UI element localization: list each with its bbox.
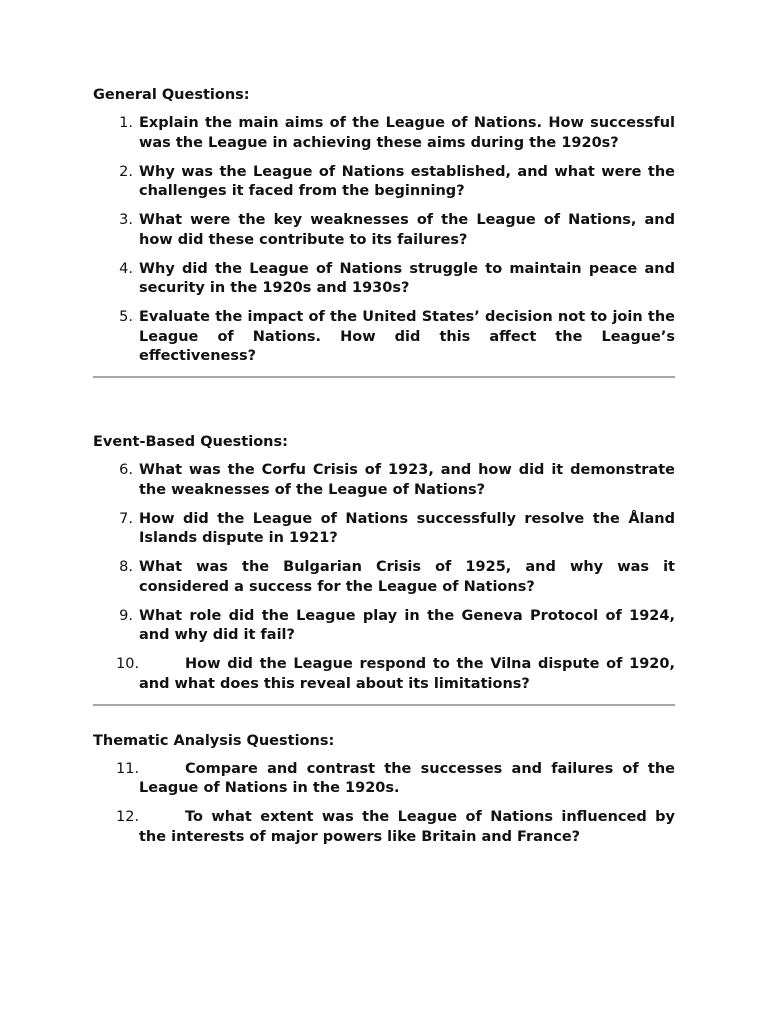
section-heading: General Questions:	[93, 87, 250, 103]
question-number: 4.	[119, 260, 133, 277]
question-item	[93, 461, 675, 500]
question-number: 8.	[119, 559, 133, 575]
question-item	[93, 655, 675, 694]
section-divider	[93, 704, 675, 706]
section-event-based	[93, 433, 675, 694]
question-item	[93, 114, 675, 153]
section-divider	[93, 376, 675, 378]
question-list	[93, 461, 675, 694]
section-thematic	[93, 732, 675, 848]
question-text: How did the League of Nations successfully resolve the Åland Islands dispute in 1921?	[139, 510, 675, 546]
question-item	[93, 211, 675, 250]
section-general	[93, 86, 675, 367]
section-heading: Thematic Analysis Questions:	[93, 732, 335, 749]
question-number: 12.	[116, 809, 140, 825]
question-number: 1.	[119, 115, 133, 131]
question-item	[93, 760, 675, 799]
question-item	[93, 163, 675, 202]
question-item	[93, 260, 675, 299]
question-number: 2.	[119, 163, 133, 180]
question-text: What was the Bulgarian Crisis of 1925, and why was it considered a success for the League of Nations?	[139, 559, 675, 595]
question-item	[93, 607, 675, 646]
question-text: Explain the main aims of the League of Nations. How successful was the League in achieving these aims during the 1920s?	[139, 115, 675, 151]
question-number: 9.	[119, 607, 133, 624]
question-list	[93, 114, 675, 367]
question-text: How did the League respond to the Vilna dispute of 1920, and what does this reveal about its limitations?	[139, 656, 675, 692]
question-item	[93, 558, 675, 597]
question-item	[93, 510, 675, 549]
question-list	[93, 760, 675, 848]
question-number: 6.	[119, 462, 133, 478]
document-page	[93, 86, 675, 857]
question-text: Why was the League of Nations established, and what were the challenges it faced from the beginning?	[139, 163, 675, 199]
question-item	[93, 308, 675, 367]
section-heading: Event-Based Questions:	[93, 434, 288, 450]
question-text: Why did the League of Nations struggle to maintain peace and security in the 1920s and 1930s?	[139, 260, 675, 296]
question-text: Compare and contrast the successes and failures of the League of Nations in the 1920s.	[139, 760, 675, 796]
question-number: 7.	[119, 510, 133, 527]
question-text: Evaluate the impact of the United States’ decision not to join the League of Nations. How did this affect the League’s effectiveness?	[139, 309, 675, 364]
question-text: To what extent was the League of Nations influenced by the interests of major powers like Britain and France?	[139, 809, 675, 845]
question-text: What were the key weaknesses of the League of Nations, and how did these contribute to its failures?	[139, 212, 675, 248]
question-item	[93, 808, 675, 847]
question-text: What was the Corfu Crisis of 1923, and how did it demonstrate the weaknesses of the League of Nations?	[139, 462, 675, 498]
question-number: 11.	[116, 760, 140, 777]
question-number: 5.	[119, 309, 133, 325]
question-text: What role did the League play in the Geneva Protocol of 1924, and why did it fail?	[139, 607, 675, 643]
question-number: 3.	[119, 212, 133, 228]
question-number: 10.	[116, 656, 140, 672]
